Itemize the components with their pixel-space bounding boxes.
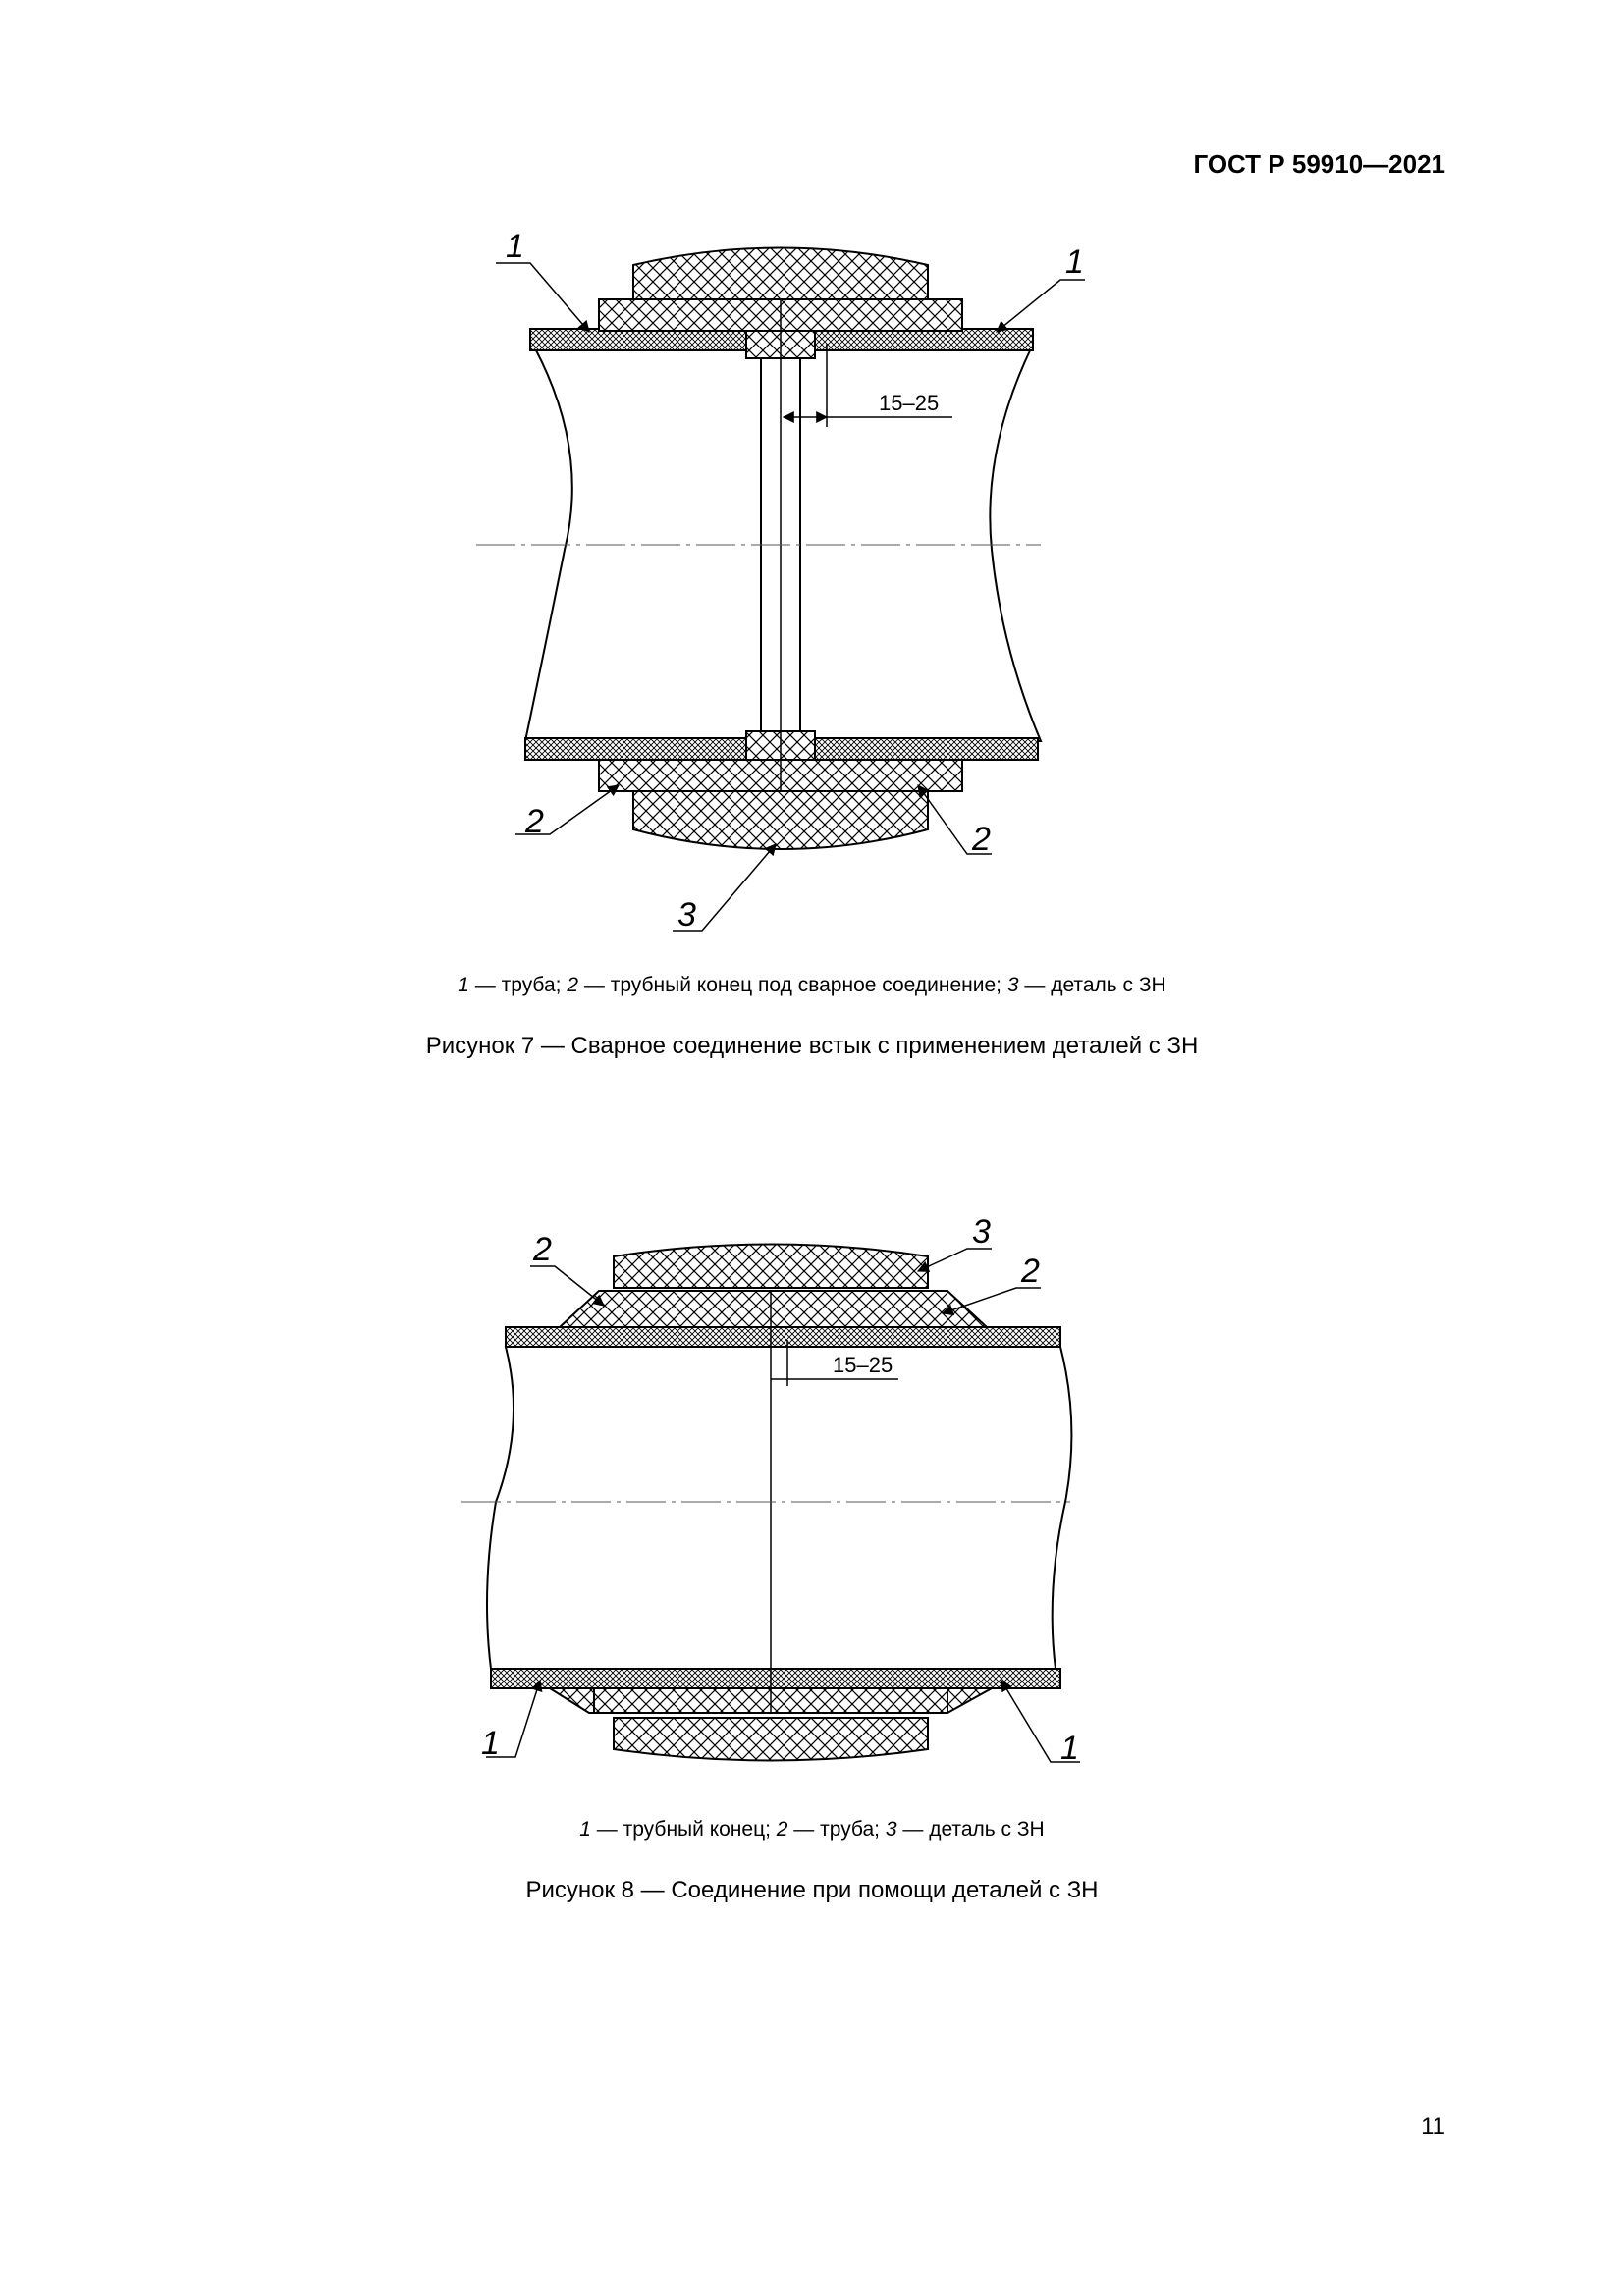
legend-num: 2	[776, 1818, 788, 1841]
label-1-bottom-left: 1	[481, 1725, 500, 1762]
pipe-wall-bottom-left	[525, 738, 758, 760]
fitting-top-cap	[614, 1245, 928, 1289]
label-1-right: 1	[1065, 243, 1084, 281]
dimension-label: 15–25	[879, 391, 940, 415]
legend-num: 1	[458, 974, 469, 996]
fitting-bottom-cap	[614, 1718, 928, 1761]
fitting-bottom	[633, 791, 928, 849]
pipe-body	[487, 1347, 1071, 1669]
legend-text: — трубный конец под сварное соединение;	[578, 974, 1007, 996]
legend-text: — труба;	[468, 974, 568, 996]
legend-text: — труба;	[787, 1818, 886, 1841]
legend-num: 3	[1006, 974, 1019, 996]
label-2-left: 2	[525, 803, 544, 840]
label-1-left: 1	[506, 228, 524, 265]
legend-text: — трубный конец;	[590, 1818, 777, 1841]
fitting-top-sleeve	[560, 1291, 987, 1327]
pipe-wall-top-right	[800, 329, 1033, 350]
legend-text: — деталь с ЗН	[896, 1818, 1045, 1841]
pipe-wall-bottom-right	[800, 738, 1038, 760]
figure-8-legend	[0, 1818, 1624, 1842]
fitting-top	[633, 248, 928, 300]
pipe-wall-top-left	[530, 329, 758, 350]
figure-8-drawing	[461, 1207, 1110, 1777]
pipe-wall-top	[506, 1327, 1060, 1347]
legend-num: 3	[885, 1818, 897, 1841]
legend-num: 1	[579, 1818, 591, 1841]
dimension-label: 15–25	[833, 1353, 893, 1377]
legend-text: — деталь с ЗН	[1018, 974, 1166, 996]
label-2-right: 2	[972, 821, 991, 858]
figure-8-caption: Рисунок 8 — Соединение при помощи деталей с ЗН	[525, 1877, 1099, 1903]
figure-7-caption: Рисунок 7 — Сварное соединение встык с применением деталей с ЗН	[425, 1033, 1199, 1059]
label-2-top-left: 2	[533, 1231, 552, 1268]
label-3: 3	[677, 896, 696, 934]
figure-7-drawing	[461, 226, 1084, 952]
page-number: 11	[1421, 2113, 1445, 2140]
label-2-top-right: 2	[1021, 1253, 1040, 1290]
label-1-bottom-right: 1	[1060, 1730, 1079, 1767]
pipe-wall-bottom	[491, 1669, 1060, 1688]
legend-num: 2	[567, 974, 579, 996]
label-3-top-right: 3	[972, 1213, 991, 1251]
figure-7-legend	[0, 974, 1624, 997]
standard-designation: ГОСТ Р 59910—2021	[1193, 149, 1445, 179]
